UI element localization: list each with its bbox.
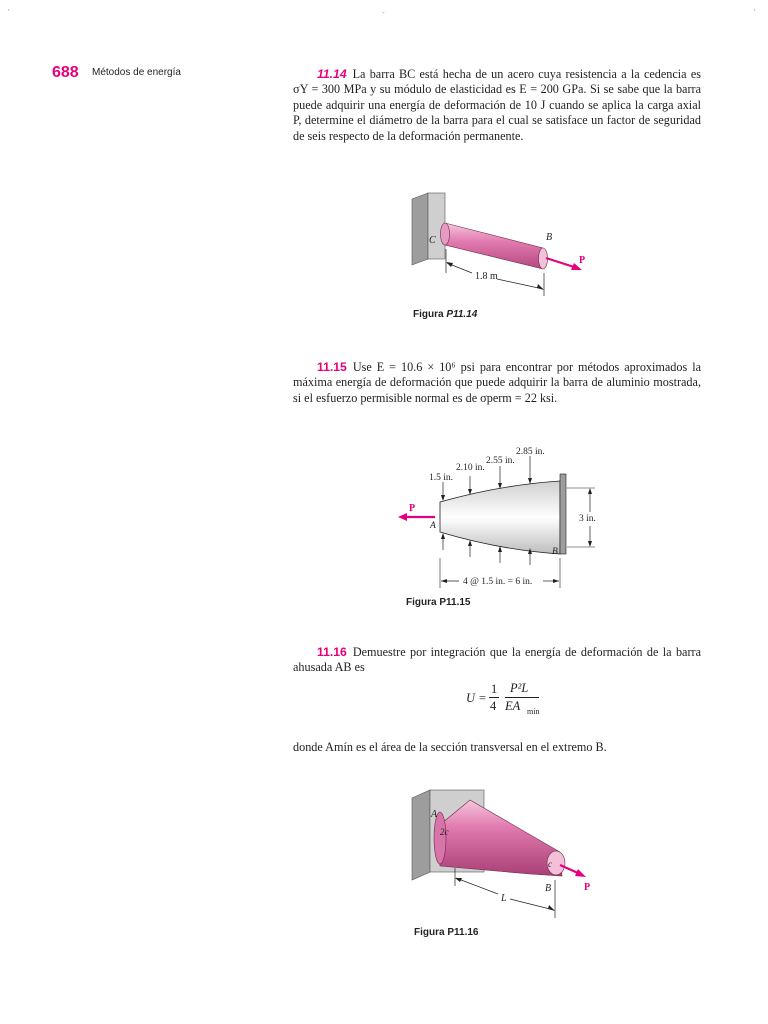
formula-frac1-den: 4 — [490, 699, 497, 713]
corner-mark: ' — [754, 8, 756, 17]
figure-p11-16 — [400, 780, 600, 920]
problem-text: Demuestre por integración que la energía de deformación de la barra ahusada AB es — [293, 645, 701, 675]
label-a: A — [431, 809, 438, 820]
page-number: 688 — [52, 64, 79, 81]
label-b: B — [552, 547, 558, 557]
problem-number: 11.16 — [317, 645, 347, 659]
load-arrow-p — [546, 258, 574, 267]
problem-11-16-note — [293, 740, 701, 755]
formula-frac1-num: 1 — [491, 682, 498, 696]
label-p: P — [584, 882, 591, 893]
wall-side — [412, 790, 430, 880]
problem-text: La barra BC está hecha de un acero cuya resistencia a la cedencia es σY = 300 MPa y su módulo de elasticidad es E = 200 GPa. Si se sabe que la barra puede adquirir una energía de deformación de 10 J cuando se aplica la carga axial P, determine el diámetro de la barra para el cual se satisface un factor de seguridad de seis respecto de la deformación permanente. — [293, 67, 701, 143]
problem-11-15 — [293, 360, 701, 406]
caption-id: P11.14 — [446, 309, 478, 320]
label-diameter-2: 2.10 in. — [456, 463, 485, 473]
figure-caption-p11-15: Figura P11.15 — [406, 597, 471, 608]
problem-11-14 — [293, 67, 701, 144]
figure-caption-p11-16: Figura P11.16 — [414, 927, 479, 938]
label-p: P — [409, 503, 416, 514]
corner-mark: ' — [8, 8, 10, 17]
label-p: P — [579, 255, 586, 266]
strain-energy-formula — [460, 680, 580, 720]
wall-side — [412, 193, 428, 265]
label-c: C — [429, 235, 436, 246]
problem-11-16 — [293, 645, 701, 676]
label-diameter-1: 1.5 in. — [429, 473, 454, 483]
label-spacing: 4 @ 1.5 in. = 6 in. — [463, 577, 533, 587]
bar-bc — [445, 223, 543, 269]
label-length: 1.8 m — [475, 271, 498, 282]
corner-mark: - — [382, 8, 385, 17]
label-b: B — [545, 883, 552, 894]
problem-number: 11.15 — [317, 360, 347, 374]
formula-lhs: U = — [466, 691, 487, 705]
label-2c: 2c — [440, 827, 449, 837]
label-b: B — [546, 232, 553, 243]
running-head: Métodos de energía — [92, 67, 181, 78]
formula-frac2-num: P²L — [510, 681, 529, 695]
caption-prefix: Figura — [413, 309, 447, 320]
formula-frac2-den-sub: mín — [527, 707, 540, 716]
label-length: L — [501, 893, 507, 904]
label-height: 3 in. — [579, 514, 596, 524]
problem-text: Use E = 10.6 × 10⁶ psi para encontrar por métodos aproximados la máxima energía de deformación que puede adquirir la barra de aluminio mostrada, si el esfuerzo permisible normal es de σperm = 22 ksi. — [293, 360, 701, 405]
label-a: A — [430, 521, 436, 531]
figure-p11-15 — [395, 440, 625, 595]
formula-frac2-den: EA — [505, 699, 521, 713]
wall-support — [560, 474, 566, 554]
figure-caption-p11-14 — [413, 309, 477, 320]
label-diameter-3: 2.55 in. — [486, 456, 515, 466]
figure-p11-14 — [400, 185, 600, 300]
label-diameter-4: 2.85 in. — [516, 447, 545, 457]
note-text: donde Amín es el área de la sección transversal en el extremo B. — [293, 740, 607, 754]
tapered-bar — [440, 481, 560, 554]
problem-number: 11.14 — [317, 67, 347, 81]
label-c: c — [548, 859, 552, 869]
